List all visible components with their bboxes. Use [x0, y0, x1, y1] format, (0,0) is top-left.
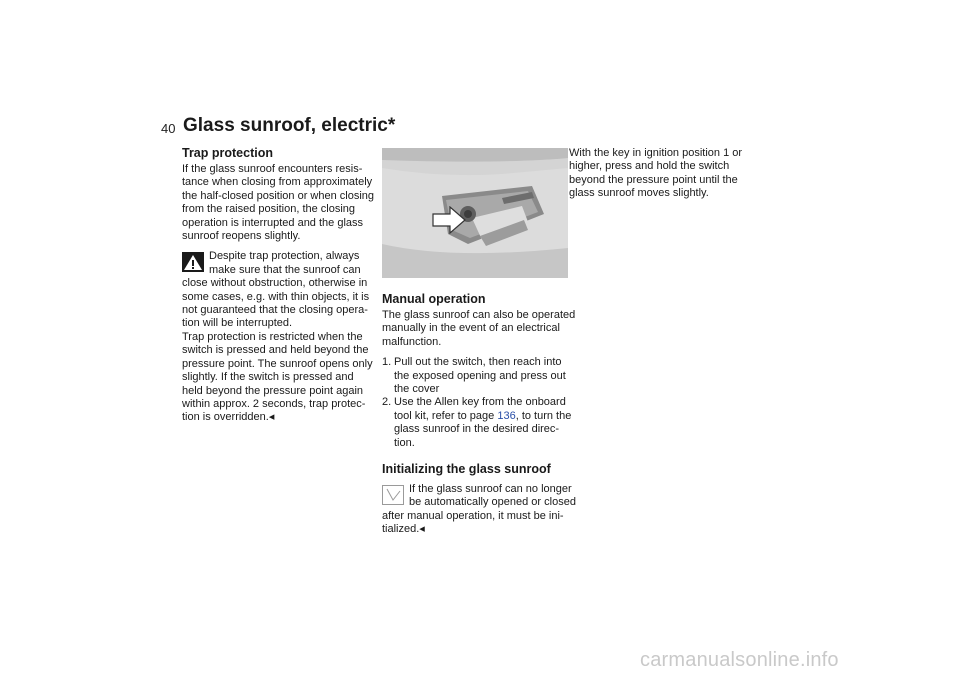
- manual-operation-body: The glass sunroof can also be operated manually in the event of an electrical malfunction.: [382, 309, 576, 348]
- step-text-after: , to turn the glass sunroof in the desired direc-tion.: [394, 409, 572, 449]
- warning-text-rest: close without obstruction, otherwise in some cases, e.g. with thin objects, it is not guaranteed that the closing opera-tion will be interrupted.: [182, 277, 370, 330]
- info-note: [382, 483, 576, 537]
- info-note-first: If the glass sunroof can no longer be automatically opened or closed: [409, 483, 576, 509]
- info-note-rest: after manual operation, it must be ini-tialized.◂: [382, 509, 564, 536]
- trap-protection-restriction: Trap protection is restricted when the switch is pressed and held beyond the pressure point. The sunroof opens only slightly. If the switch is pressed and held beyond the pressure point again within approx. 2 seconds, trap protec-tion is overridden.◂: [182, 330, 373, 424]
- manual-operation-steps: [382, 356, 576, 450]
- warning-text-first: Despite trap protection, always make sure that the sunroof can: [209, 250, 361, 276]
- arrow-pointer-icon: [432, 206, 466, 234]
- initializing-heading: Initializing the glass sunroof: [382, 462, 551, 477]
- page-number: 40: [161, 121, 176, 136]
- sunroof-switch-photo: [382, 148, 568, 278]
- list-item: [382, 356, 576, 396]
- step-text: Pull out the switch, then reach into the exposed opening and press out the cover: [394, 356, 566, 396]
- initializing-instructions: With the key in ignition position 1 or higher, press and hold the switch beyond the pressure point until the glass sunroof moves slightly.: [569, 147, 743, 200]
- column-initializing-continued: [569, 147, 761, 201]
- note-arrow-icon: [382, 485, 404, 505]
- page-reference-link[interactable]: 136: [497, 409, 516, 422]
- step-number: 1.: [382, 356, 392, 369]
- watermark: carmanualsonline.info: [640, 649, 839, 671]
- warning-triangle-icon: [182, 252, 204, 272]
- step-number: 2.: [382, 396, 392, 409]
- list-item: [382, 396, 576, 450]
- column-manual-operation: [382, 148, 576, 537]
- manual-operation-heading: Manual operation: [382, 292, 486, 306]
- trap-protection-body: If the glass sunroof encounters resis-tance when closing from approximately the half-closed position or when closing from the raised position, the closing operation is interrupted and the glass sunroof reopens slightly.: [182, 163, 375, 243]
- column-trap-protection: [182, 146, 374, 425]
- trap-protection-heading: Trap protection: [182, 146, 273, 160]
- page-title: Glass sunroof, electric*: [183, 115, 396, 136]
- sunroof-switch-illustration: [382, 148, 568, 278]
- step-text-before: Use the Allen key from the onboard tool kit, refer to page: [394, 396, 566, 422]
- warning-note: [182, 250, 374, 330]
